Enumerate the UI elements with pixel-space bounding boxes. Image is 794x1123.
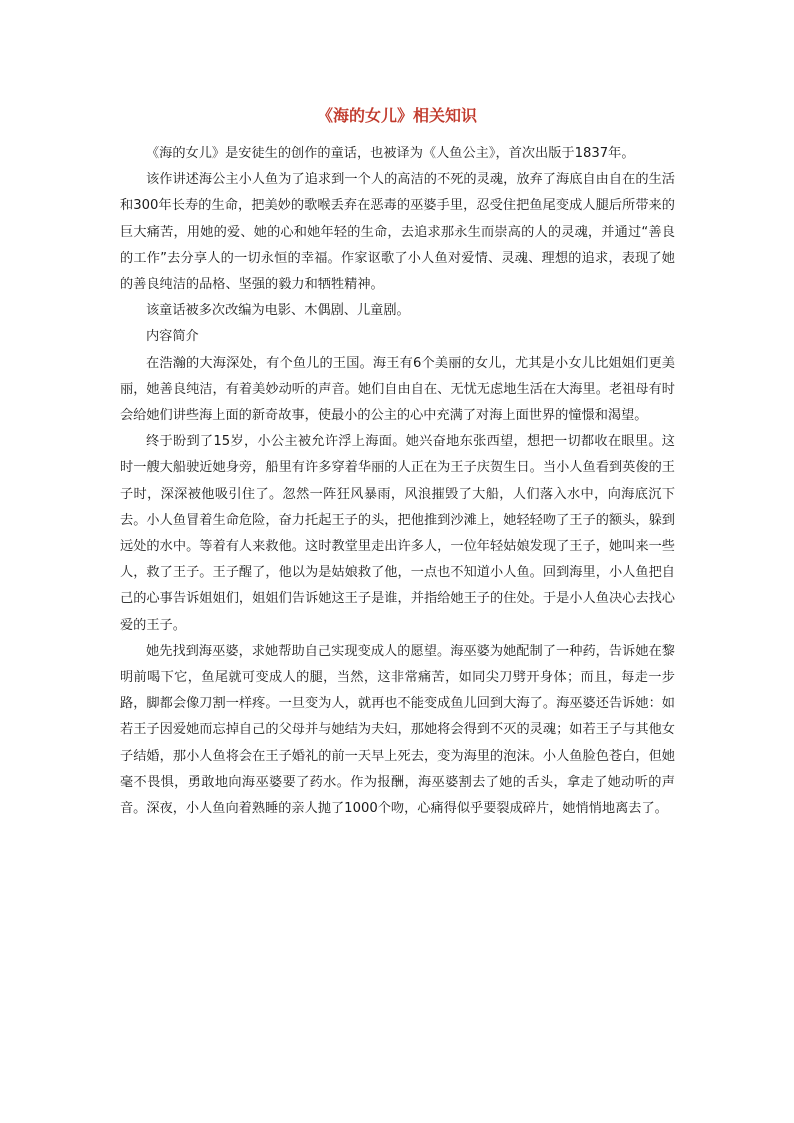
document-title: 《海的女儿》相关知识 (316, 106, 477, 125)
paragraph-summary-2: 终于盼到了15岁，小公主被允许浮上海面。她兴奋地东张西望，想把一切都收在眼里。这时一艘大船驶近她身旁，船里有许多穿着华丽的人正在为王子庆贺生日。当小人鱼看到英俊的王子时，深深被他吸引住了。忽然一阵狂风暴雨，风浪摧毁了大船，人们落入水中，向海底沉下去。小人鱼冒着生命危险，奋力托起王子的头，把他推到沙滩上，她轻轻吻了王子的额头，躲到远处的水中。等着有人来救他。这时教堂里走出许多人，一位年轻姑娘发现了王子，她叫来一些人，救了王子。王子醒了，他以为是姑娘救了他，一点也不知道小人鱼。回到海里，小人鱼把自己的心事告诉姐姐们，姐姐们告诉她这王子是谁，并指给她王子的住处。于是小人鱼决心去找心爱的王子。 (120, 434, 675, 633)
paragraph-adaptations: 该童话被多次改编为电影、木偶剧、儿童剧。 (146, 303, 410, 319)
paragraph-intro: 《海的女儿》是安徒生的创作的童话，也被译为《人鱼公主》，首次出版于1837年。 (146, 146, 635, 161)
paragraph-theme: 该作讲述海公主小人鱼为了追求到一个人的高洁的不死的灵魂，放弃了海底自由自在的生活和300年长寿的生命，把美妙的歌喉丢弃在恶毒的巫婆手里，忍受住把鱼尾变成人腿后所带来的巨大痛苦，用她的爱、她的心和她年轻的生命，去追求那永生而崇高的人的灵魂，并通过“善良的工作”去分享人的一切永恒的幸福。作家讴歌了小人鱼对爱情、灵魂、理想的追求，表现了她的善良纯洁的品格、坚强的毅力和牺牲精神。 (120, 172, 675, 293)
section-heading-summary: 内容简介 (146, 329, 199, 345)
document-body (120, 141, 675, 822)
paragraph-summary-3: 她先找到海巫婆，求她帮助自己实现变成人的愿望。海巫婆为她配制了一种药，告诉她在黎明前喝下它，鱼尾就可变成人的腿，当然，这非常痛苦，如同尖刀劈开身体；而且，每走一步路，脚都会像刀割一样疼。一旦变为人，就再也不能变成鱼儿回到大海了。海巫婆还告诉她：如若王子因爱她而忘掉自己的父母并与她结为夫妇，那她将会得到不灭的灵魂；如若王子与其他女子结婚，那小人鱼将会在王子婚礼的前一天早上死去，变为海里的泡沫。小人鱼脸色苍白，但她毫不畏惧，勇敢地向海巫婆要了药水。作为报酬，海巫婆割去了她的舌头，拿走了她动听的声音。深夜，小人鱼向着熟睡的亲人抛了1000个吻，心痛得似乎要裂成碎片，她悄悄地离去了。 (120, 643, 675, 817)
paragraph-summary-1: 在浩瀚的大海深处，有个鱼儿的王国。海王有6个美丽的女儿，尤其是小女儿比姐姐们更美丽，她善良纯洁，有着美妙动听的声音。她们自由自在、无忧无虑地生活在大海里。老祖母有时会给她们讲些海上面的新奇故事，使最小的公主的心中充满了对海上面世界的憧憬和渴望。 (120, 355, 675, 424)
